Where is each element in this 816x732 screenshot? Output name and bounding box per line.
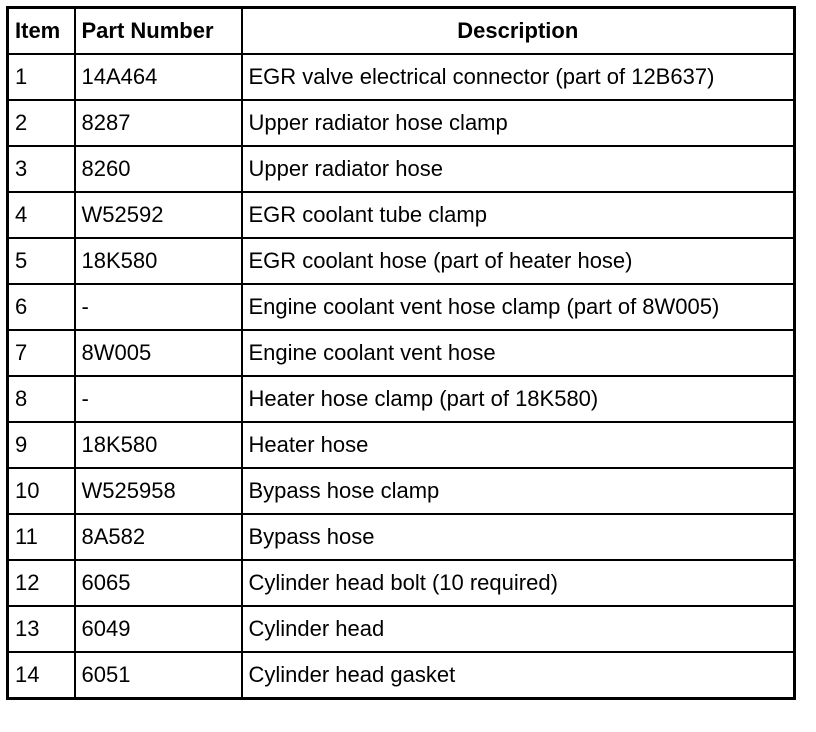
cell-description: Upper radiator hose — [242, 146, 795, 192]
cell-description: Heater hose — [242, 422, 795, 468]
table-row — [8, 284, 795, 330]
cell-item: 13 — [8, 606, 75, 652]
table-row — [8, 238, 795, 284]
header-item: Item — [8, 8, 75, 55]
cell-part-number: 8260 — [75, 146, 242, 192]
table-row — [8, 514, 795, 560]
cell-part-number: 18K580 — [75, 422, 242, 468]
cell-description: EGR coolant tube clamp — [242, 192, 795, 238]
table-row — [8, 146, 795, 192]
cell-part-number: 6065 — [75, 560, 242, 606]
table-row — [8, 100, 795, 146]
cell-item: 2 — [8, 100, 75, 146]
parts-table — [6, 6, 796, 700]
cell-description: Bypass hose — [242, 514, 795, 560]
cell-description: Bypass hose clamp — [242, 468, 795, 514]
cell-item: 8 — [8, 376, 75, 422]
cell-description: Cylinder head gasket — [242, 652, 795, 699]
cell-item: 1 — [8, 54, 75, 100]
table-row — [8, 192, 795, 238]
header-description: Description — [242, 8, 795, 55]
cell-item: 4 — [8, 192, 75, 238]
table-row — [8, 54, 795, 100]
cell-item: 6 — [8, 284, 75, 330]
table-row — [8, 376, 795, 422]
cell-description: Heater hose clamp (part of 18K580) — [242, 376, 795, 422]
cell-description: Cylinder head bolt (10 required) — [242, 560, 795, 606]
cell-description: Cylinder head — [242, 606, 795, 652]
cell-part-number: 8A582 — [75, 514, 242, 560]
cell-part-number: - — [75, 284, 242, 330]
table-row — [8, 560, 795, 606]
table-body — [8, 54, 795, 699]
cell-item: 14 — [8, 652, 75, 699]
cell-description: Upper radiator hose clamp — [242, 100, 795, 146]
cell-item: 3 — [8, 146, 75, 192]
cell-description: Engine coolant vent hose clamp (part of 8W005) — [242, 284, 795, 330]
cell-part-number: 14A464 — [75, 54, 242, 100]
cell-item: 5 — [8, 238, 75, 284]
table-row — [8, 652, 795, 699]
cell-part-number: 8W005 — [75, 330, 242, 376]
table-row — [8, 606, 795, 652]
cell-part-number: 18K580 — [75, 238, 242, 284]
cell-item: 7 — [8, 330, 75, 376]
cell-item: 9 — [8, 422, 75, 468]
cell-part-number: - — [75, 376, 242, 422]
cell-description: EGR coolant hose (part of heater hose) — [242, 238, 795, 284]
table-row — [8, 422, 795, 468]
header-row — [8, 8, 795, 55]
table-row — [8, 330, 795, 376]
cell-description: EGR valve electrical connector (part of 12B637) — [242, 54, 795, 100]
cell-part-number: 6051 — [75, 652, 242, 699]
cell-part-number: 6049 — [75, 606, 242, 652]
cell-part-number: W52592 — [75, 192, 242, 238]
cell-part-number: 8287 — [75, 100, 242, 146]
header-part-number: Part Number — [75, 8, 242, 55]
cell-item: 10 — [8, 468, 75, 514]
table-header — [8, 8, 795, 55]
cell-item: 11 — [8, 514, 75, 560]
cell-item: 12 — [8, 560, 75, 606]
cell-description: Engine coolant vent hose — [242, 330, 795, 376]
table-row — [8, 468, 795, 514]
cell-part-number: W525958 — [75, 468, 242, 514]
